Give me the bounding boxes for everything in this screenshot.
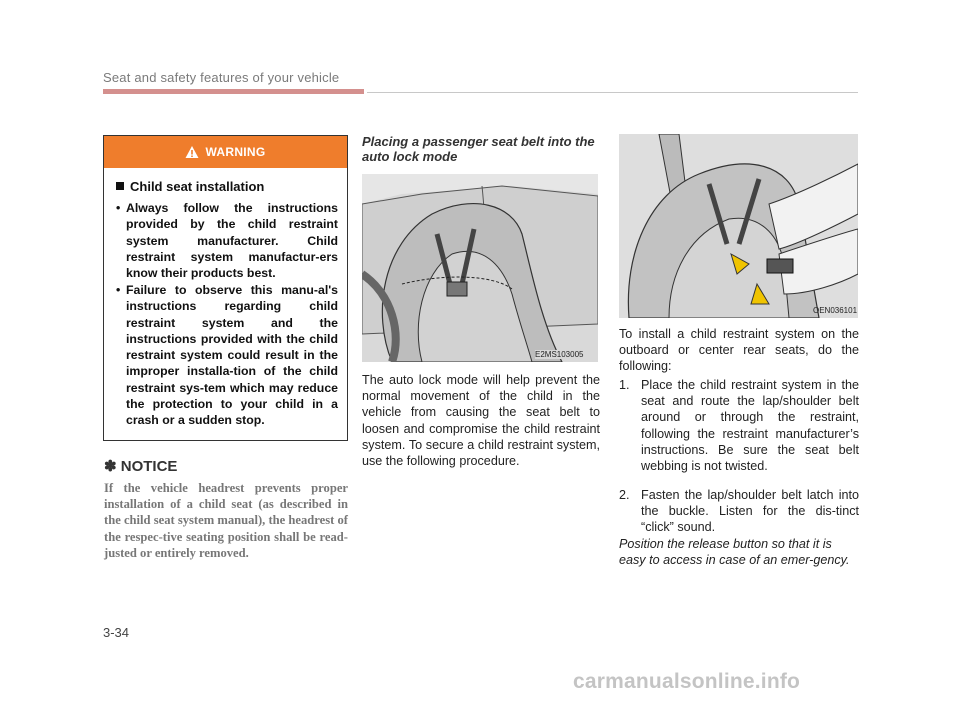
child-seat-illustration — [362, 174, 598, 362]
warning-title-text: Child seat installation — [130, 179, 265, 194]
warning-label: WARNING — [205, 145, 266, 159]
step-text: Place the child restraint system in the seat and route the lap/shoulder belt around or through the restraint, following the restraint manufacturer’s instructions. Be sure the seat belt webbing is not twisted. — [641, 378, 859, 474]
header-accent-bar — [103, 89, 364, 94]
body-paragraph: The auto lock mode will help prevent the normal movement of the child in the vehicle from causing the seat belt to loosen and compromise the child restraint system. To secure a child restraint system, use the following procedure. — [362, 373, 600, 469]
notice-symbol-icon: ✽ — [104, 458, 117, 475]
square-bullet-icon — [116, 182, 124, 190]
warning-item: • Always follow the instructions provided by the child restraint system manufacturer. Child restraint system manufactur-ers know their products best. — [116, 201, 338, 281]
section-heading: Placing a passenger seat belt into the auto lock mode — [362, 134, 595, 164]
step-number: 2. — [619, 488, 630, 502]
warning-box — [103, 135, 348, 441]
notice-heading — [104, 457, 177, 475]
watermark: carmanualsonline.info — [573, 670, 801, 693]
warning-item-text: Always follow the instructions provided by the child restraint system manufacturer. Child restraint system manufactur-ers know their products best. — [126, 201, 338, 281]
page-number: 3-34 — [103, 625, 130, 640]
image-code: E2MS103005 — [535, 350, 584, 359]
warning-triangle-icon — [185, 145, 199, 159]
image-code: OEN036101 — [813, 306, 858, 315]
notice-text: If the vehicle headrest prevents proper installation of a child seat (as described in the child seat system manual), the headrest of the respec-tive seating position shall be read-justed or entirely removed. — [104, 481, 348, 560]
warning-title — [116, 179, 264, 194]
warning-item: • Failure to observe this manu-al's instructions regarding child restraint system and the instructions provided with the child restraint system could result in the improper installa-tion of the child restraint sys-tem which may reduce the protection to your child in a crash or a sudden stop. — [116, 283, 338, 428]
intro-paragraph: To install a child restraint system on the outboard or center rear seats, do the following: — [619, 327, 859, 374]
italic-note: Position the release button so that it is easy to access in case of an emer-gency. — [619, 537, 850, 568]
section-title: Seat and safety features of your vehicle — [103, 70, 340, 85]
warning-header — [104, 136, 347, 168]
step-text: Fasten the lap/shoulder belt latch into the buckle. Listen for the dis-tinct “click” sound. — [641, 488, 859, 535]
numbered-step — [619, 377, 859, 474]
warning-item-text: Failure to observe this manu-al's instructions regarding child restraint system and the instructions provided with the child restraint system could result in the improper installa-tion of the child restraint sys-tem which may reduce the protection to your child in a crash or a sudden stop. — [126, 283, 338, 428]
notice-title: NOTICE — [120, 458, 178, 475]
buckle-illustration — [619, 134, 858, 318]
numbered-step — [619, 487, 859, 536]
header-divider — [367, 92, 858, 93]
step-number: 1. — [619, 378, 630, 392]
